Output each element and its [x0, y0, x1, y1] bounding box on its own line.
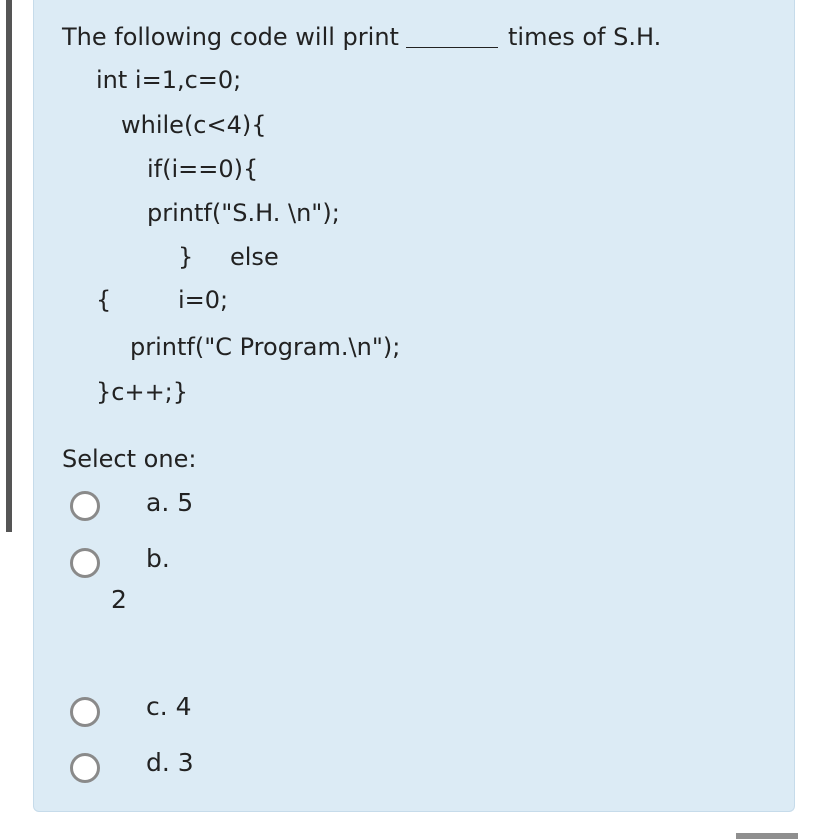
option-b-label[interactable]: b. — [146, 544, 170, 573]
option-b-value[interactable]: 2 — [111, 585, 127, 614]
code-line-3: if(i==0){ — [147, 155, 259, 183]
code-line-6: else — [230, 243, 279, 271]
question-text-before: The following code will print — [62, 23, 399, 51]
bottom-scrollbar[interactable] — [736, 833, 798, 839]
option-d-label[interactable]: d. 3 — [146, 748, 194, 777]
option-a-radio[interactable] — [70, 491, 100, 521]
question-text-after: times of S.H. — [508, 23, 662, 51]
code-line-4: printf("S.H. \n"); — [147, 199, 340, 227]
page-scrollbar[interactable] — [6, 0, 12, 532]
answer-blank — [406, 47, 498, 48]
option-c-radio[interactable] — [70, 697, 100, 727]
code-line-10: }c++;} — [96, 378, 189, 406]
code-line-8: i=0; — [178, 286, 229, 314]
option-c-label[interactable]: c. 4 — [146, 692, 192, 721]
code-line-5: } — [178, 243, 194, 271]
code-line-2: while(c<4){ — [121, 111, 267, 139]
code-line-9: printf("C Program.\n"); — [130, 333, 401, 361]
code-line-1: int i=1,c=0; — [96, 66, 242, 94]
option-a-label[interactable]: a. 5 — [146, 488, 194, 517]
option-d-radio[interactable] — [70, 753, 100, 783]
option-b-radio[interactable] — [70, 548, 100, 578]
select-one-prompt: Select one: — [62, 445, 197, 473]
code-line-7: { — [96, 286, 112, 314]
